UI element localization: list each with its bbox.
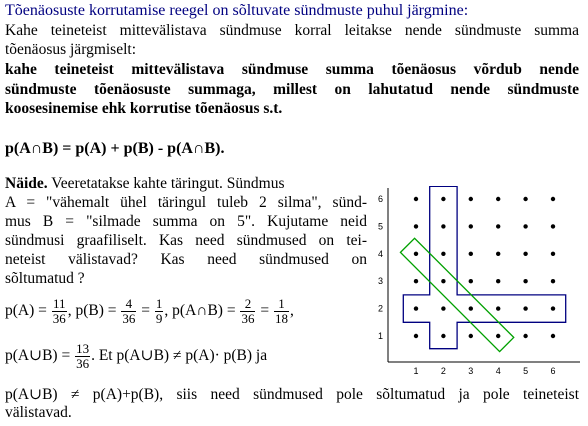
pB-den: 36: [122, 311, 136, 326]
conclusion-line-1: p(A∪B) ≠ p(A)+p(B), siis need sündmused pole sõltumatud ja pole teineteist: [5, 386, 579, 403]
x-tick-label: 3: [468, 366, 474, 376]
union-rest: . Et p(A∪B) ≠ p(A)· p(B) ja: [91, 347, 268, 365]
pAB-eq: =: [260, 302, 270, 320]
outcome-point: [551, 197, 555, 201]
pB-label: , p(B) =: [67, 302, 117, 320]
outcome-points: [414, 197, 555, 338]
x-tick-label: 1: [413, 366, 419, 376]
event-a-region: [403, 186, 565, 348]
outcome-point: [496, 279, 500, 283]
y-tick-label: 6: [377, 194, 383, 204]
y-tick-label: 4: [377, 248, 383, 259]
union-fraction: [75, 342, 90, 371]
outcome-point: [496, 252, 500, 256]
example-line-5: neteist välistavad? Kas need sündmused on: [5, 251, 367, 268]
union-num: 13: [76, 341, 90, 356]
outcome-point: [441, 224, 445, 228]
pB2-num: 1: [155, 296, 163, 311]
outcome-point: [496, 334, 500, 338]
outcome-point: [469, 224, 473, 228]
pB2-fraction: [155, 297, 164, 326]
pAB-fraction: [240, 297, 255, 326]
outcome-point: [523, 279, 527, 283]
y-tick-label: 5: [377, 221, 383, 232]
example-line-2: A = "vähemalt ühel täringul tuleb 2 silma", sünd-: [5, 194, 367, 211]
example-line-6: sõltumatud ?: [5, 270, 85, 287]
event-a-outline: [403, 186, 565, 348]
rule-line-1: kahe teineteist mittevälistava sündmuse summa tõenäosus võrdub nende: [5, 61, 579, 78]
union-label: p(A∪B) =: [5, 347, 71, 365]
outcome-point: [441, 306, 445, 310]
pAB-end: ,: [289, 302, 294, 320]
outcome-point: [523, 306, 527, 310]
outcome-point: [551, 224, 555, 228]
outcome-point: [523, 252, 527, 256]
outcome-point: [523, 197, 527, 201]
x-tick-label: 6: [550, 366, 556, 376]
example-text-1: Veeretatakse kahte täringut. Sündmus: [47, 175, 285, 192]
example-line-3: mus B = "silmade summa on 5". Kujutame neid: [5, 213, 367, 230]
pA-den: 36: [52, 311, 66, 326]
y-tick-label: 2: [377, 303, 383, 314]
conclusion-line-2: välistavad.: [5, 404, 72, 421]
outcome-point: [469, 197, 473, 201]
example-label: Näide.: [5, 175, 48, 192]
outcome-point: [414, 197, 418, 201]
outcome-point: [496, 224, 500, 228]
pB2-den: 9: [155, 311, 163, 326]
outcome-point: [469, 279, 473, 283]
pAB2-num: 1: [274, 297, 289, 312]
outcome-point: [469, 306, 473, 310]
pAB2-den: 18: [274, 311, 288, 326]
y-tick-label: 1: [377, 331, 383, 341]
pAB-den: 36: [241, 311, 255, 326]
pB-num: 4: [121, 297, 136, 312]
x-tick-label: 2: [440, 366, 446, 376]
outcome-point: [414, 334, 418, 338]
formula: p(A∩B) = p(A) + p(B) - p(A∩B).: [5, 140, 225, 157]
pAB-label: , p(A∩B) =: [164, 302, 236, 320]
outcome-point: [523, 224, 527, 228]
y-tick-label: 3: [377, 276, 383, 287]
outcome-point: [496, 306, 500, 310]
pA-label: p(A) =: [5, 302, 47, 320]
pB-fraction: [121, 297, 136, 326]
intro-line-1: Kahe teineteist mittevälistava sündmuse korral leitakse nende sündmuste summa: [5, 22, 579, 39]
union-den: 36: [76, 356, 90, 371]
x-tick-label: 4: [495, 366, 501, 376]
outcome-point: [414, 224, 418, 228]
union-line: [5, 342, 267, 371]
outcome-point: [551, 306, 555, 310]
outcome-point: [523, 334, 527, 338]
rule-line-2: sündmuste tõenäosuste summaga, millest on lahutatud nende sündmuste: [5, 81, 579, 98]
rule-line-3: koosesinemise ehk korrutise tõenäosus s.t.: [5, 100, 283, 117]
x-tick-label: 5: [523, 366, 529, 376]
pA-num: 11: [53, 296, 66, 311]
outcome-point: [441, 252, 445, 256]
outcome-point: [441, 334, 445, 338]
outcome-point: [414, 279, 418, 283]
outcome-point: [441, 279, 445, 283]
outcome-point: [441, 197, 445, 201]
example-line-1: [5, 174, 285, 193]
intro-line-2: tõenäosus järgmiselt:: [5, 41, 137, 58]
outcome-point: [551, 334, 555, 338]
pAB-num: 2: [240, 297, 255, 312]
outcome-point: [551, 279, 555, 283]
outcome-point: [414, 252, 418, 256]
pAB2-fraction: [274, 297, 289, 326]
outcome-point: [469, 252, 473, 256]
outcome-point: [469, 334, 473, 338]
outcome-point: [551, 252, 555, 256]
section-heading: Tõenäosuste korrutamise reegel on sõltuvate sündmuste puhul järgmine:: [5, 2, 469, 19]
tick-labels: [378, 194, 556, 376]
dice-outcome-plot: [370, 186, 582, 380]
pB-eq: =: [141, 302, 151, 320]
example-line-4: sündmusi graafiliselt. Kas need sündmused on tei-: [5, 232, 367, 249]
probability-line: [5, 297, 294, 326]
pA-fraction: [52, 297, 67, 326]
outcome-point: [496, 197, 500, 201]
outcome-point: [414, 306, 418, 310]
